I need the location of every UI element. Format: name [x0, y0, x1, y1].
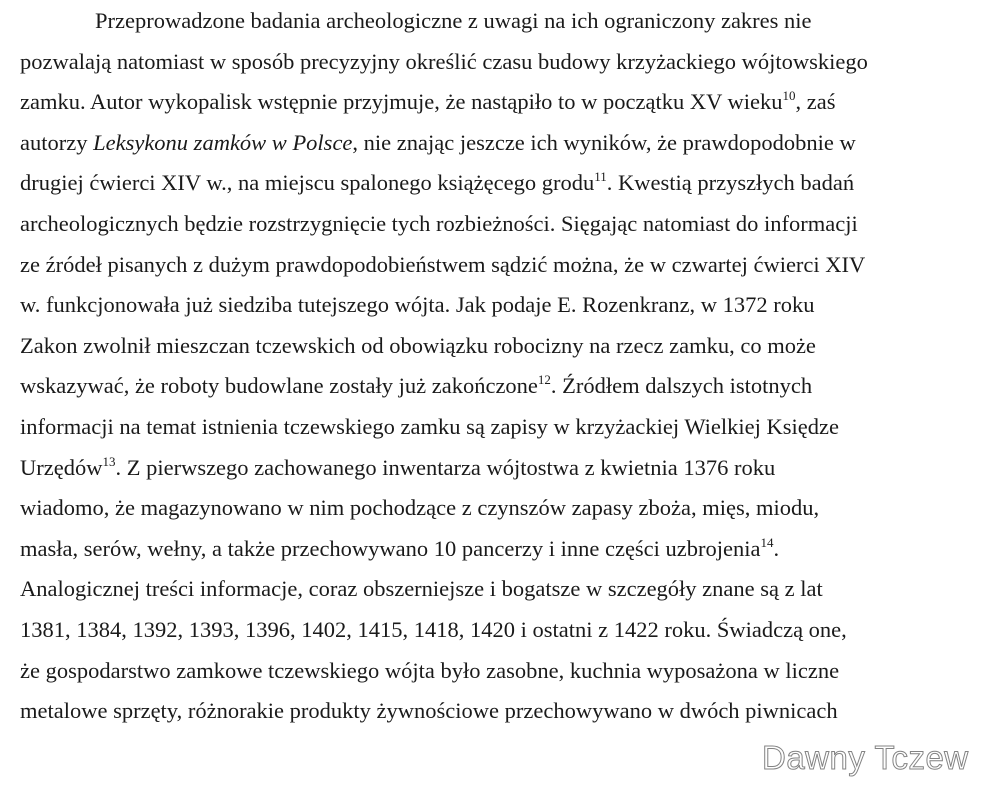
text-segment: Analogicznej treści informacje, coraz obszerniejsze i bogatsze w szczegóły znane są z lat — [20, 576, 823, 602]
text-segment: drugiej ćwierci XIV w., na miejscu spalonego książęcego grodu — [20, 170, 595, 196]
italic-title: Leksykonu zamków w Polsce — [93, 129, 353, 155]
text-line — [20, 534, 978, 564]
text-line — [20, 128, 978, 158]
text-segment: . Z pierwszego zachowanego inwentarza wójtostwa z kwietnia 1376 roku — [115, 454, 776, 480]
text-line — [20, 47, 978, 77]
text-line — [20, 87, 978, 117]
text-segment: Urzędów — [20, 454, 103, 480]
text-line — [20, 696, 978, 726]
text-segment: że gospodarstwo zamkowe tczewskiego wójta było zasobne, kuchnia wyposażona w liczne — [20, 657, 840, 683]
text-line — [95, 6, 978, 36]
text-segment: Przeprowadzone badania archeologiczne z uwagi na ich ograniczony zakres nie — [95, 8, 812, 33]
text-line — [20, 371, 978, 401]
text-segment: archeologicznych będzie rozstrzygnięcie tych rozbieżności. Sięgając natomiast do informacji — [20, 211, 858, 236]
text-segment: masła, serów, wełny, a także przechowywano 10 pancerzy i inne części uzbrojenia — [20, 535, 761, 561]
text-line — [20, 574, 978, 604]
text-segment: , zaś — [795, 89, 836, 115]
text-line — [20, 290, 978, 320]
text-line — [20, 250, 978, 280]
footnote-ref: 14 — [760, 534, 774, 550]
text-segment: w. funkcjonowała już siedziba tutejszego wójta. Jak podaje E. Rozenkranz, w 1372 roku — [20, 292, 815, 318]
text-line — [20, 412, 978, 442]
text-segment: wskazywać, że roboty budowlane zostały już zakończone — [20, 373, 538, 399]
text-segment: 1381, 1384, 1392, 1393, 1396, 1402, 1415, 1418, 1420 i ostatni z 1422 roku. Świadczą one, — [20, 617, 847, 642]
text-segment: informacji na temat istnienia tczewskiego zamku są zapisy w krzyżackiej Wielkiej Księdze — [20, 414, 839, 439]
text-segment: zamku. Autor wykopalisk wstępnie przyjmuje, że nastąpiło to w początku XV wieku — [20, 89, 783, 115]
text-line — [20, 168, 978, 198]
text-segment: . Kwestią przyszłych badań — [606, 170, 855, 196]
footnote-ref: 11 — [594, 169, 607, 185]
footnote-ref: 12 — [537, 372, 551, 388]
text-segment: ze źródeł pisanych z dużym prawdopodobieństwem sądzić można, że w czwartej ćwierci XIV — [20, 251, 866, 277]
text-segment: autorzy — [20, 129, 94, 155]
text-line — [20, 656, 978, 686]
text-segment: . — [773, 535, 780, 561]
footnote-ref: 10 — [782, 88, 796, 104]
text-segment: metalowe sprzęty, różnorakie produkty żywnościowe przechowywano w dwóch piwnicach — [20, 698, 838, 724]
text-line — [20, 453, 978, 483]
text-segment: , nie znając jeszcze ich wyników, że prawdopodobnie w — [352, 129, 856, 155]
text-line — [20, 493, 978, 523]
text-line — [20, 615, 978, 645]
footnote-ref: 13 — [102, 453, 116, 469]
text-line — [20, 209, 978, 239]
text-segment: wiadomo, że magazynowano w nim pochodzące z czynszów zapasy zboża, mięs, miodu, — [20, 495, 820, 521]
text-segment: pozwalają natomiast w sposób precyzyjny określić czasu budowy krzyżackiego wójtowskiego — [20, 48, 868, 74]
text-segment: Zakon zwolnił mieszczan tczewskich od obowiązku robocizny na rzecz zamku, co może — [20, 332, 816, 358]
watermark: Dawny Tczew — [762, 739, 969, 776]
text-line — [20, 331, 978, 361]
text-segment: . Źródłem dalszych istotnych — [550, 373, 813, 399]
